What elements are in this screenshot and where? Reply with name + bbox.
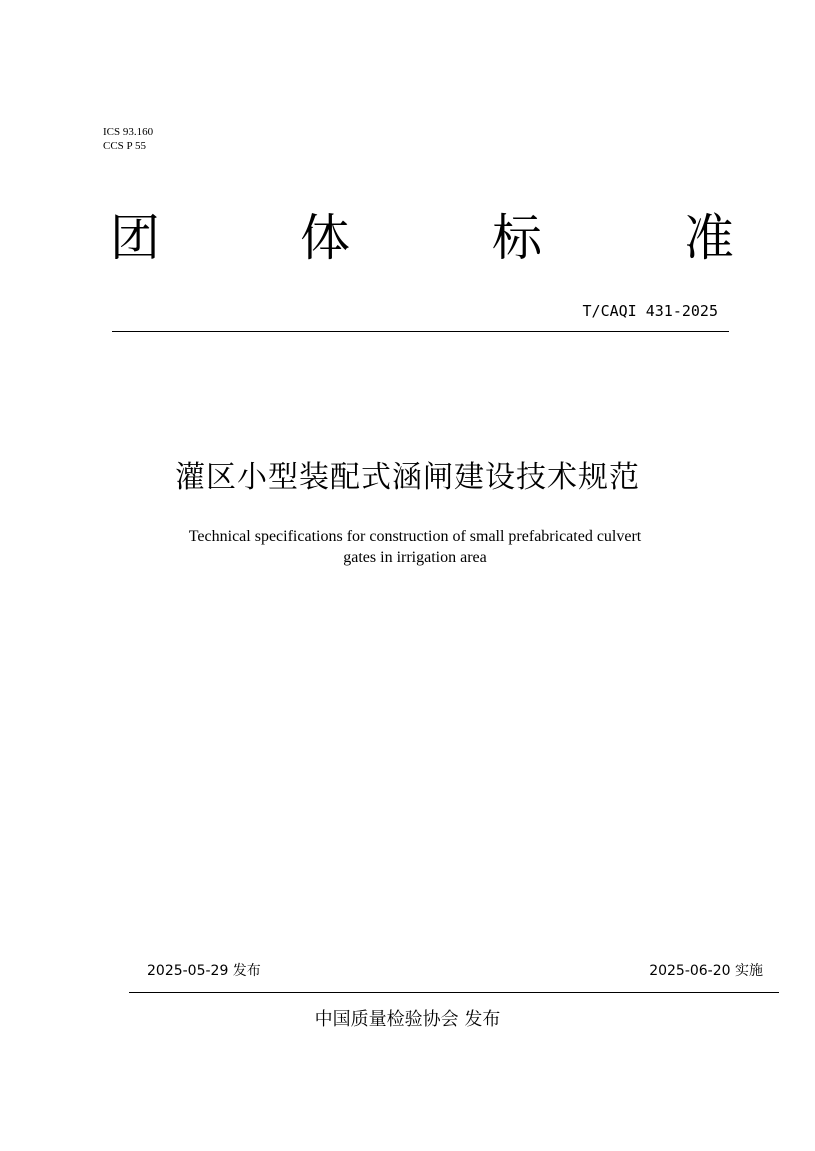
standard-type-heading	[110, 208, 736, 268]
standard-type-char-4: 准	[684, 209, 734, 267]
top-divider	[112, 331, 729, 332]
ccs-code: CCS P 55	[103, 140, 147, 152]
publisher: 中国质量检验协会 发布	[314, 1009, 501, 1030]
bottom-divider	[129, 992, 779, 993]
issue-date: 2025-05-29 发布	[147, 963, 261, 979]
english-title-line-1: Technical specifications for construction of small prefabricated culvert	[188, 528, 642, 545]
standard-number: T/CAQI 431-2025	[582, 302, 718, 320]
ics-code: ICS 93.160	[103, 126, 154, 138]
standard-type-char-3: 标	[492, 209, 542, 267]
document-title-chinese: 灌区小型装配式涵闸建设技术规范	[175, 460, 640, 495]
standard-type-char-2: 体	[300, 209, 350, 267]
implementation-date: 2025-06-20 实施	[649, 963, 763, 979]
english-title-line-2: gates in irrigation area	[343, 549, 487, 566]
document-title-english	[115, 526, 715, 568]
classification-codes	[103, 125, 153, 153]
standard-type-char-1: 团	[110, 209, 160, 267]
